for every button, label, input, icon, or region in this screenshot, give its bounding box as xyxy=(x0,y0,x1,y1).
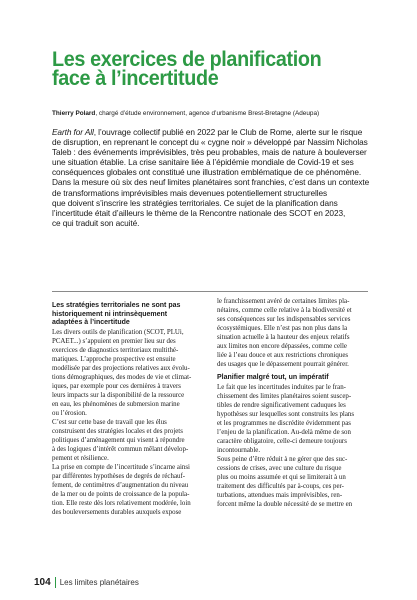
body-line: des bouleversements durables auxquels expose xyxy=(52,509,182,517)
title-line: Les exercices de planification xyxy=(52,47,322,71)
body-line: politiques d’aménagement qui visent à répondre xyxy=(52,437,185,445)
body-line: à des logiques d’intérêt commun mêlant dévelop- xyxy=(52,446,189,454)
body-line: tions démographiques, des modes de vie et climat- xyxy=(52,373,192,381)
body-line: et les programmes ne discrédite évidemment pas xyxy=(217,420,351,428)
author-name: Thierry Polard xyxy=(52,110,96,117)
intro-line: ce qui traduit son acuité. xyxy=(52,217,140,228)
left-column xyxy=(52,302,197,517)
body-line: par différentes hypothèses de degrés de réchauf- xyxy=(52,473,186,481)
body-line: Le fait que les incertitudes induites par le fran- xyxy=(217,383,346,391)
body-line: écosystémiques. Elle n’est pas non plus dans la xyxy=(217,325,348,333)
intro-line: une situation établie. La crise sanitaire liée à l’épidémie mondiale de Covid-19 et ses xyxy=(52,157,354,168)
footer-separator xyxy=(55,577,56,588)
body-line: des usages que le dépassement pourrait générer. xyxy=(217,361,349,369)
body-line: nétaires, comme celle relative à la biodiversité et xyxy=(217,307,352,315)
intro-line: conséquences globales ont constitué une illustration emblématique de ce phénomène. xyxy=(52,167,362,178)
section-heading: historiquement ni intrinsèquement xyxy=(52,310,168,318)
intro-paragraph xyxy=(52,127,372,228)
body-line: ses conséquences sur les indispensables services xyxy=(217,316,351,324)
body-line: de la mer ou de points de croissance de la popula- xyxy=(52,491,190,499)
body-line: l’enjeu de la planification. Au-delà même de son xyxy=(217,429,351,437)
intro-line: Dans la mesure où six des neuf limites planétaires sont franchies, c’est dans un contexte xyxy=(52,177,370,188)
body-line: incontournable. xyxy=(217,447,261,455)
article-title xyxy=(52,47,356,90)
body-line: aux limites non encore dépassées, comme celle xyxy=(217,343,347,351)
section-divider xyxy=(52,291,368,292)
body-line: en eau, les phénomènes de submersion marine xyxy=(52,400,180,408)
section-name: Les limites planétaires xyxy=(59,578,139,587)
right-column xyxy=(217,297,362,510)
body-line: C’est sur cette base de travail que les élus xyxy=(52,418,167,426)
intro-line: l’incertitude était d’ailleurs le thème de la Rencontre nationale des SCOT en 2023, xyxy=(52,207,346,218)
body-line: PCAET...) s’appuient en premier lieu sur des xyxy=(52,337,176,345)
body-line: Sous peine d’être réduit à ne gérer que des suc- xyxy=(217,456,348,464)
body-line: liée à l’eau douce et aux restrictions chroniques xyxy=(217,352,349,360)
title-line: face à l’incertitude xyxy=(52,66,219,90)
intro-line: que doivent s’inscrire les stratégies territoriales. Ce sujet de la planification dans xyxy=(52,197,338,208)
body-line: pement et résilience. xyxy=(52,455,109,463)
body-line: chissement des limites planétaires soient suscep- xyxy=(217,392,352,400)
intro-line: Earth for All, l’ouvrage collectif publié en 2022 par le Club de Rome, alerte sur le risque xyxy=(52,127,363,137)
section-heading: Les stratégies territoriales ne sont pas xyxy=(52,302,181,309)
intro-line: de disruption, en reprenant le concept du « cygne noir » développé par Nassim Nicholas xyxy=(52,137,368,148)
section-heading: Planifier malgré tout, un impératif xyxy=(217,374,329,382)
author-line xyxy=(52,110,382,118)
body-line: leurs impacts sur la disponibilité de la ressource xyxy=(52,391,185,399)
page-number: 104 xyxy=(34,577,51,588)
body-line: le franchissement avéré de certaines limites pla- xyxy=(217,298,350,305)
body-line: turbations, attendues mais imprévisibles, ren- xyxy=(217,492,343,500)
intro-line: de transformations imprévisibles mais devenues potentiellement structurelles xyxy=(52,187,328,198)
body-line: cessions de crises, avec une culture du risque xyxy=(217,465,342,473)
body-line: Les divers outils de planification (SCOT, PLUi, xyxy=(52,328,184,336)
body-line: La prise en compte de l’incertitude s’incarne ainsi xyxy=(52,464,190,472)
book-title: Earth for All xyxy=(52,127,94,137)
author-affiliation: , chargé d’étude environnement, agence d’urbanisme Brest-Bretagne (Adeupa) xyxy=(95,110,320,117)
body-line: matiques. L’approche prospective est ensuite xyxy=(52,355,176,363)
body-line: tion. Elle reste dès lors relativement modérée, loin xyxy=(52,500,191,508)
body-line: iques, par exemple pour ces dernières à travers xyxy=(52,382,181,390)
body-line: forcent même la double nécessité de se mettre en xyxy=(217,501,353,509)
page-footer xyxy=(34,576,139,588)
body-line: caractère obligatoire, celle-ci demeure toujours xyxy=(217,438,347,446)
body-line: situation actuelle à la hauteur des enjeux relatifs xyxy=(217,334,350,342)
body-line: ou l’érosion. xyxy=(52,409,87,417)
body-line: tibles de rendre significativement caduques les xyxy=(217,401,346,409)
body-line: fement, de centimètres d’augmentation du niveau xyxy=(52,482,189,490)
intro-line: Taleb : des événements imprévisibles, très peu probables, mais de nature à bouleverser xyxy=(52,147,367,158)
body-line: exercices de diagnostics territoriaux multithé- xyxy=(52,346,179,354)
section-heading: adaptées à l’incertitude xyxy=(52,319,130,326)
body-line: modélisée par des projections relatives aux évolu- xyxy=(52,364,190,372)
body-line: traitement des difficultés par à-coups, ces per- xyxy=(217,483,344,491)
body-line: hypothèses sur lesquelles sont construits les plans xyxy=(217,411,355,419)
body-line: plus ou moins assumée et qui se limiterait à un xyxy=(217,474,346,482)
body-line: construisent des stratégies locales et des projets xyxy=(52,428,183,436)
